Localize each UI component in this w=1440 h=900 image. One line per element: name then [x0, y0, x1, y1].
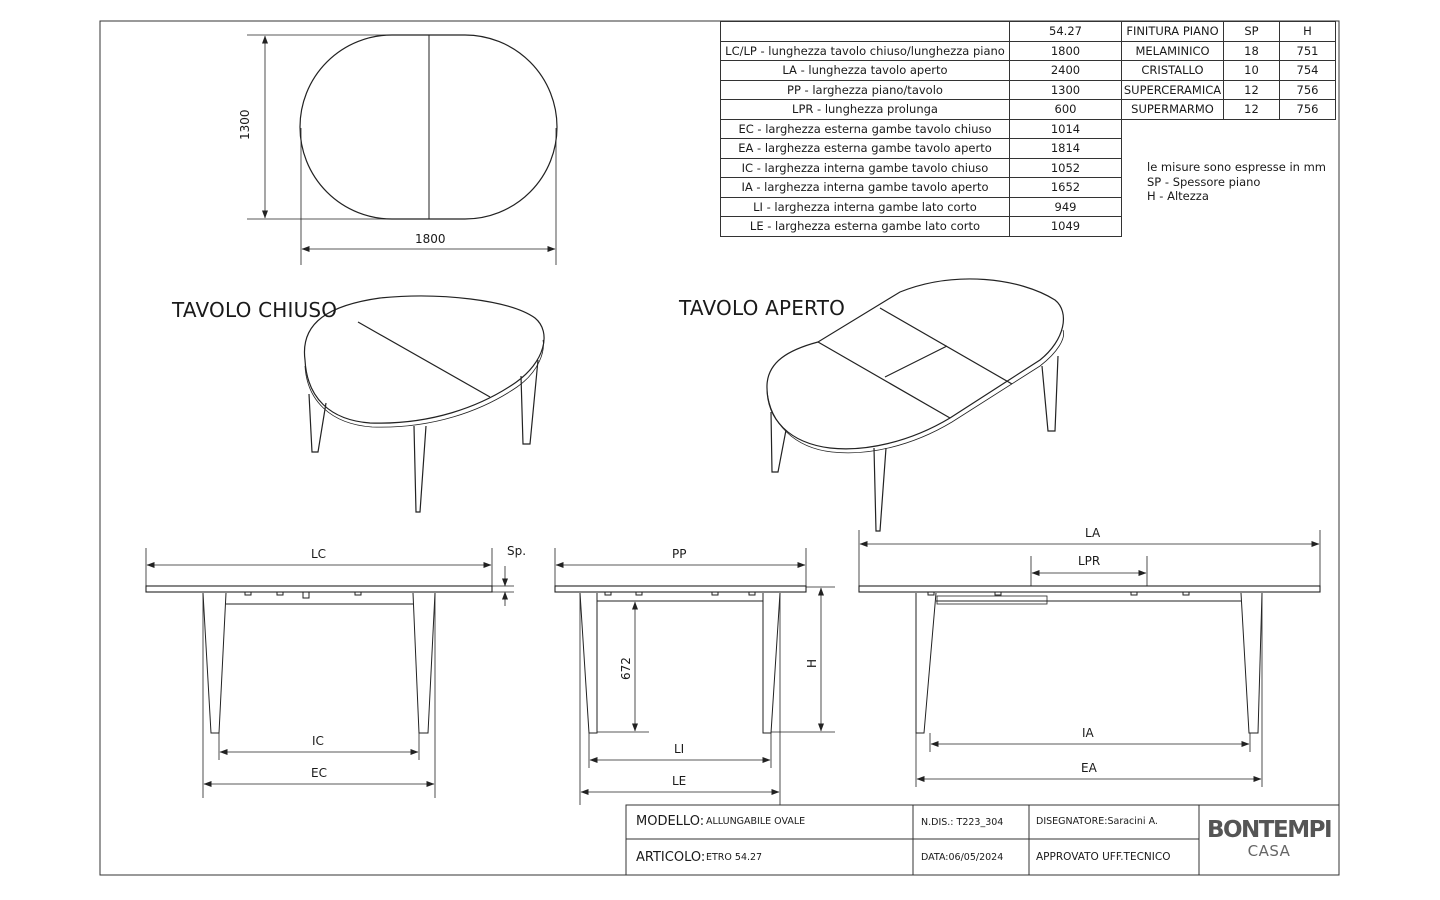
dimension-description: IA - larghezza interna gambe tavolo aperto — [721, 178, 1010, 198]
dim-le-label: LE — [672, 774, 687, 788]
dimension-description: LE - larghezza esterna gambe lato corto — [721, 217, 1010, 237]
finish-cell: 18 — [1224, 41, 1280, 61]
dim-li-label: LI — [674, 742, 685, 756]
notes — [1147, 160, 1326, 204]
dim-lc-label: LC — [311, 547, 327, 561]
top-view-oval — [300, 35, 557, 219]
finish-header-cell: SP — [1224, 22, 1280, 42]
open-view-title: TAVOLO APERTO — [679, 296, 846, 320]
dimension-description: IC - larghezza interna gambe tavolo chiuso — [721, 158, 1010, 178]
finish-cell: 12 — [1224, 100, 1280, 120]
finish-cell: 754 — [1280, 61, 1336, 81]
dimension-value: 2400 — [1010, 61, 1122, 81]
note-h: H - Altezza — [1147, 189, 1209, 203]
dimension-description: PP - larghezza piano/tavolo — [721, 80, 1010, 100]
finish-cell: 12 — [1224, 80, 1280, 100]
dim-ea-label: EA — [1081, 761, 1097, 775]
front-view-open — [859, 586, 1320, 733]
dim-ic-label: IC — [312, 734, 324, 748]
table-row — [721, 178, 1122, 198]
brand-logo — [1199, 817, 1339, 859]
modello-label: MODELLO: — [636, 814, 705, 829]
dimension-description: EC - larghezza esterna gambe tavolo chiuso — [721, 119, 1010, 139]
dimension-description: LPR - lunghezza prolunga — [721, 100, 1010, 120]
finish-table — [1122, 21, 1336, 120]
modello-value: ALLUNGABILE OVALE — [706, 816, 806, 827]
closed-view-title: TAVOLO CHIUSO — [172, 298, 338, 322]
dim-sp-label: Sp. — [507, 544, 527, 558]
finish-cell: 756 — [1280, 80, 1336, 100]
finish-cell: 751 — [1280, 41, 1336, 61]
dimension-value: 1652 — [1010, 178, 1122, 198]
top-view-dims — [247, 35, 556, 265]
table-row — [721, 100, 1122, 120]
dimension-value: 1814 — [1010, 139, 1122, 159]
designer: DISEGNATORE:Saracini A. — [1036, 816, 1158, 827]
finish-cell: SUPERMARMO — [1122, 100, 1224, 120]
table-row — [721, 61, 1122, 81]
note-sp: SP - Spessore piano — [1147, 174, 1261, 189]
dimensions-table — [720, 21, 1122, 237]
dim-1300-label: 1300 — [238, 109, 252, 140]
finish-row — [1122, 100, 1336, 120]
header-empty-cell — [721, 22, 1010, 42]
drawing-date: DATA:06/05/2024 — [921, 852, 1004, 863]
dimension-description: LI - larghezza interna gambe lato corto — [721, 197, 1010, 217]
table-row — [721, 139, 1122, 159]
dim-la-label: LA — [1085, 526, 1101, 540]
front-open-dims — [859, 530, 1320, 787]
dimension-value: 600 — [1010, 100, 1122, 120]
finish-cell: MELAMINICO — [1122, 41, 1224, 61]
table-row — [721, 197, 1122, 217]
table-row — [721, 217, 1122, 237]
dimension-value: 1049 — [1010, 217, 1122, 237]
dimension-description: LA - lunghezza tavolo aperto — [721, 61, 1010, 81]
dimension-value: 949 — [1010, 197, 1122, 217]
finish-cell: 10 — [1224, 61, 1280, 81]
dimension-value: 1800 — [1010, 41, 1122, 61]
finish-header-row — [1122, 22, 1336, 42]
dim-lpr-label: LPR — [1078, 554, 1101, 568]
finish-header-cell: H — [1280, 22, 1336, 42]
table-row — [721, 158, 1122, 178]
brand-name: BONTEMPI — [1206, 817, 1332, 843]
finish-row — [1122, 80, 1336, 100]
finish-cell: SUPERCERAMICA — [1122, 80, 1224, 100]
front-view-closed — [146, 586, 492, 733]
dimension-value: 1300 — [1010, 80, 1122, 100]
dim-h-label: H — [805, 658, 819, 668]
approved-by: APPROVATO UFF.TECNICO — [1036, 851, 1171, 863]
drawing-number: N.DIS.: T223_304 — [921, 817, 1004, 828]
dimension-description: LC/LP - lunghezza tavolo chiuso/lunghezza piano — [721, 41, 1010, 61]
closed-table-perspective — [304, 296, 544, 512]
table-row — [721, 80, 1122, 100]
note-units: le misure sono espresse in mm — [1147, 160, 1326, 174]
table-header-row — [721, 22, 1122, 42]
finish-header-cell: FINITURA PIANO — [1122, 22, 1224, 42]
finish-row — [1122, 41, 1336, 61]
table-row — [721, 41, 1122, 61]
finish-row — [1122, 61, 1336, 81]
articolo-value: ETRO 54.27 — [706, 852, 763, 863]
brand-sub: CASA — [1247, 842, 1291, 860]
dim-pp-label: PP — [672, 547, 687, 561]
header-model-code: 54.27 — [1010, 22, 1122, 42]
dimension-description: EA - larghezza esterna gambe tavolo aperto — [721, 139, 1010, 159]
articolo-label: ARTICOLO: — [636, 850, 706, 865]
dim-672-label: 672 — [619, 657, 633, 680]
dim-ia-label: IA — [1082, 726, 1094, 740]
dim-1800-label: 1800 — [415, 232, 446, 246]
dimension-value: 1014 — [1010, 119, 1122, 139]
dim-ec-label: EC — [311, 766, 327, 780]
finish-cell: CRISTALLO — [1122, 61, 1224, 81]
table-row — [721, 119, 1122, 139]
finish-cell: 756 — [1280, 100, 1336, 120]
dimension-value: 1052 — [1010, 158, 1122, 178]
side-view — [555, 586, 806, 733]
